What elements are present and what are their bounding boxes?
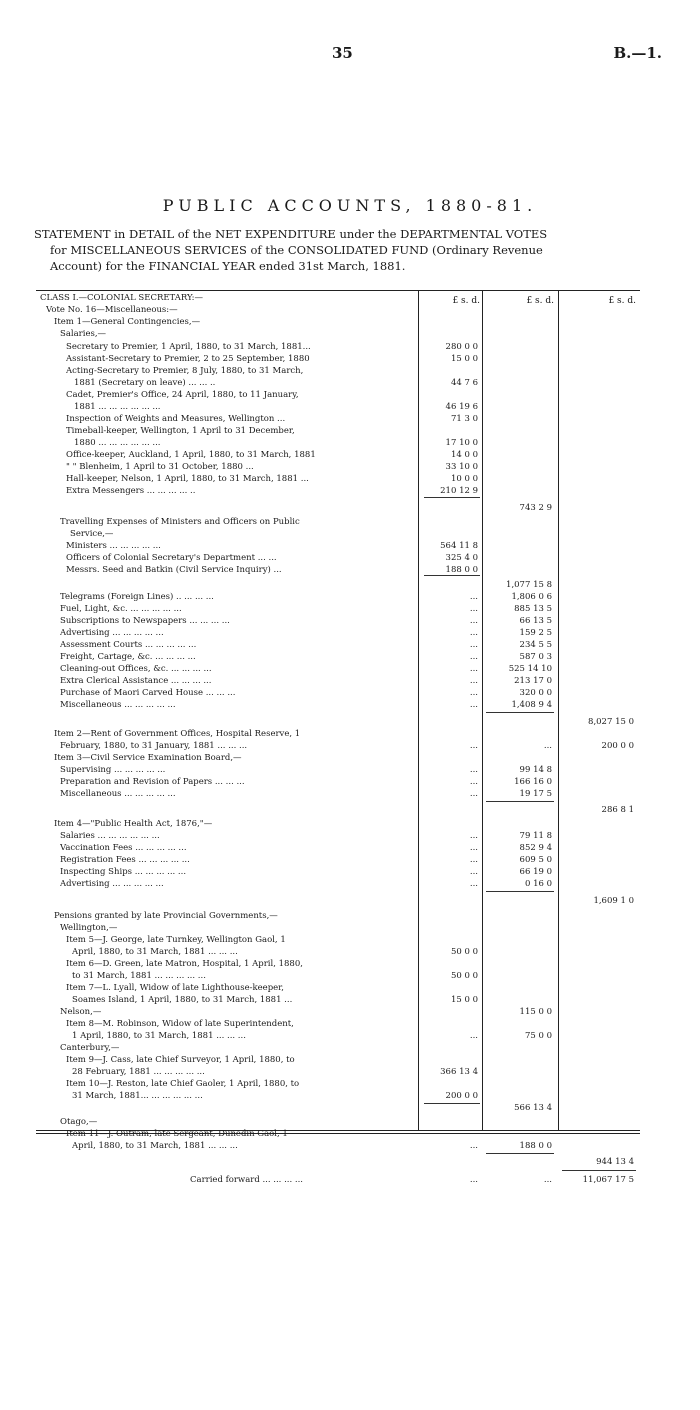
row-description: Inspection of Weights and Measures, Wellington ... xyxy=(66,414,286,424)
amount-c1: ... xyxy=(469,789,478,799)
row-description: Travelling Expenses of Ministers and Officers on Public xyxy=(60,517,300,527)
amount-c1: ... xyxy=(469,604,478,614)
table-row xyxy=(36,1156,640,1169)
row-description: Cadet, Premier's Office, 24 April, 1880, to 11 January, xyxy=(66,390,299,400)
row-description: April, 1880, to 31 March, 1881 ... ... ... xyxy=(72,947,238,957)
row-description: 28 February, 1881 ... ... ... ... ... xyxy=(72,1067,205,1077)
row-description: Canterbury,— xyxy=(60,1043,120,1053)
row-description: Item 5—J. George, late Turnkey, Wellington Gaol, 1 xyxy=(66,935,286,945)
amount-c2: 75 0 0 xyxy=(524,1031,552,1041)
amount-c1: ... xyxy=(469,640,478,650)
amount-c1: 33 10 0 xyxy=(445,462,478,472)
amount-c2: 66 19 0 xyxy=(519,867,552,877)
amount-c2: 66 13 5 xyxy=(519,616,552,626)
amount-c1: ... xyxy=(469,855,478,865)
row-description: Advertising ... ... ... ... ... xyxy=(60,879,164,889)
row-description: to 31 March, 1881 ... ... ... ... ... xyxy=(72,971,206,981)
table-row xyxy=(36,1140,640,1153)
amount-c2: 1,408 9 4 xyxy=(511,700,552,710)
row-description: 1880 ... ... ... ... ... ... xyxy=(74,438,161,448)
row-description: Nelson,— xyxy=(60,1007,102,1017)
header-col1: £ s. d. xyxy=(452,296,480,306)
amount-c1: ... xyxy=(469,867,478,877)
amount-c2: 19 17 5 xyxy=(519,789,552,799)
row-description: Telegrams (Foreign Lines) .. ... ... ... xyxy=(60,592,214,602)
row-description: Miscellaneous ... ... ... ... ... xyxy=(60,700,176,710)
amount-c2: 115 0 0 xyxy=(519,1007,552,1017)
amount-c1: 15 0 0 xyxy=(450,354,478,364)
amount-c2: 320 0 0 xyxy=(519,688,552,698)
subtotal-rule xyxy=(486,712,554,713)
row-description: Item 9—J. Cass, late Chief Surveyor, 1 April, 1880, to xyxy=(66,1055,295,1065)
amount-c2: 234 5 5 xyxy=(519,640,552,650)
amount-c1: ... xyxy=(469,688,478,698)
amount-c1: 325 4 0 xyxy=(445,553,478,563)
table-row xyxy=(36,878,640,891)
amount-c3: 286 8 1 xyxy=(601,805,634,815)
amount-c3: 8,027 15 0 xyxy=(588,717,634,727)
subtotal-rule xyxy=(424,497,480,498)
row-description: Vote No. 16—Miscellaneous:— xyxy=(46,305,178,315)
row-description: February, 1880, to 31 January, 1881 ... ... ... xyxy=(60,741,248,751)
amount-c1: 14 0 0 xyxy=(450,450,478,460)
amount-c1: ... xyxy=(469,879,478,889)
amount-c2: 743 2 9 xyxy=(519,503,552,513)
amount-c1: ... xyxy=(469,741,478,751)
table-row xyxy=(36,804,640,817)
row-description: Extra Messengers ... ... ... ... .. xyxy=(66,486,196,496)
amount-c2: ... xyxy=(543,741,552,751)
row-description: Item 6—D. Green, late Matron, Hospital, 1 April, 1880, xyxy=(66,959,303,969)
row-description: Item 7—L. Lyall, Widow of late Lighthouse-keeper, xyxy=(66,983,285,993)
amount-c1: 366 13 4 xyxy=(440,1067,478,1077)
amount-c1: ... xyxy=(469,664,478,674)
statement-heading xyxy=(34,226,664,274)
page-number: 35 xyxy=(332,44,353,62)
table-row xyxy=(36,699,640,712)
row-description: Supervising ... ... ... ... ... xyxy=(60,765,166,775)
amount-c3: 1,609 1 0 xyxy=(593,896,634,906)
row-description: Hall-keeper, Nelson, 1 April, 1880, to 31 March, 1881 ... xyxy=(66,474,309,484)
row-description: Item 4—"Public Health Act, 1876,"— xyxy=(54,819,213,829)
amount-c2: 79 11 8 xyxy=(519,831,552,841)
row-description: Timeball-keeper, Wellington, 1 April to 31 December, xyxy=(66,426,295,436)
amount-c2: 166 16 0 xyxy=(514,777,552,787)
statement-line-2: for MISCELLANEOUS SERVICES of the CONSOLIDATED FUND (Ordinary Revenue xyxy=(50,243,543,257)
amount-c1: 10 0 0 xyxy=(450,474,478,484)
amount-c3: 11,067 17 5 xyxy=(582,1175,634,1185)
amount-c1: ... xyxy=(469,616,478,626)
row-description: Item 10—J. Reston, late Chief Gaoler, 1 April, 1880, to xyxy=(66,1079,300,1089)
row-description: Miscellaneous ... ... ... ... ... xyxy=(60,789,176,799)
amount-c2: 885 13 5 xyxy=(514,604,552,614)
amount-c1: 17 10 0 xyxy=(445,438,478,448)
amount-c2: 213 17 0 xyxy=(514,676,552,686)
row-description: 1 April, 1880, to 31 March, 1881 ... ... ... xyxy=(72,1031,246,1041)
amount-c1: ... xyxy=(469,1031,478,1041)
row-description: Item 1—General Contingencies,— xyxy=(54,317,201,327)
row-description: Advertising ... ... ... ... ... xyxy=(60,628,164,638)
row-description: 31 March, 1881... ... ... ... ... ... xyxy=(72,1091,203,1101)
row-description: Secretary to Premier, 1 April, 1880, to 31 March, 1881... xyxy=(66,342,311,352)
amount-c1: 15 0 0 xyxy=(450,995,478,1005)
table-row xyxy=(36,788,640,801)
table-row xyxy=(36,485,640,498)
amount-c1: ... xyxy=(469,777,478,787)
subtotal-rule xyxy=(486,801,554,802)
table-row xyxy=(36,328,640,341)
amount-c2: 1,806 0 6 xyxy=(511,592,552,602)
row-description: Salaries ... ... ... ... ... ... xyxy=(60,831,160,841)
row-description: Salaries,— xyxy=(60,329,107,339)
row-description: Extra Clerical Assistance ... ... ... ... xyxy=(60,676,212,686)
row-description: Assistant-Secretary to Premier, 2 to 25 September, 1880 xyxy=(66,354,310,364)
amount-c2: 609 5 0 xyxy=(519,855,552,865)
page-reference: B.—1. xyxy=(613,44,662,62)
table-row xyxy=(36,564,640,577)
row-description: Registration Fees ... ... ... ... ... xyxy=(60,855,190,865)
amount-c1: 71 3 0 xyxy=(450,414,478,424)
statement-line-3: Account) for the FINANCIAL YEAR ended 31st March, 1881. xyxy=(50,259,406,273)
row-description: Freight, Cartage, &c. ... ... ... ... xyxy=(60,652,196,662)
subtotal-rule xyxy=(486,891,554,892)
row-description: Otago,— xyxy=(60,1117,98,1127)
amount-c1: 564 11 8 xyxy=(440,541,478,551)
amount-c1: 46 19 6 xyxy=(445,402,478,412)
subtotal-rule xyxy=(562,1170,636,1171)
amount-c1: ... xyxy=(469,676,478,686)
row-description: Ministers ... ... ... ... ... xyxy=(66,541,161,551)
row-description: Cleaning-out Offices, &c. ... ... ... ... xyxy=(60,664,212,674)
header-col3: £ s. d. xyxy=(608,296,636,306)
amount-c1: 280 0 0 xyxy=(445,342,478,352)
amount-c2: 188 0 0 xyxy=(519,1141,552,1151)
row-description: April, 1880, to 31 March, 1881 ... ... ... xyxy=(72,1141,238,1151)
row-description: Subscriptions to Newspapers ... ... ... ... xyxy=(60,616,230,626)
amount-c1: 200 0 0 xyxy=(445,1091,478,1101)
subtotal-rule xyxy=(424,575,480,576)
amount-c2: 566 13 4 xyxy=(514,1103,552,1113)
table-row xyxy=(36,895,640,908)
amount-c2: 852 9 4 xyxy=(519,843,552,853)
amount-c2: 99 14 8 xyxy=(519,765,552,775)
amount-c2: 1,077 15 8 xyxy=(506,580,552,590)
amount-c1: 50 0 0 xyxy=(450,971,478,981)
row-description: CLASS I.—COLONIAL SECRETARY:— xyxy=(40,293,203,303)
row-description: Assessment Courts ... ... ... ... ... xyxy=(60,640,197,650)
row-description: Acting-Secretary to Premier, 8 July, 1880, to 31 March, xyxy=(66,366,304,376)
amount-c2: 159 2 5 xyxy=(519,628,552,638)
row-description: 1881 (Secretary on leave) ... ... .. xyxy=(74,378,216,388)
statement-line-1: STATEMENT in DETAIL of the NET EXPENDITURE under the DEPARTMENTAL VOTES xyxy=(34,227,548,241)
row-description: 1881 ... ... ... ... ... ... xyxy=(74,402,161,412)
row-description: Preparation and Revision of Papers ... ... ... xyxy=(60,777,245,787)
amount-c1: ... xyxy=(469,831,478,841)
row-description: Messrs. Seed and Batkin (Civil Service Inquiry) ... xyxy=(66,565,282,575)
amount-c1: ... xyxy=(469,1141,478,1151)
row-description: Item 2—Rent of Government Offices, Hospital Reserve, 1 xyxy=(54,729,301,739)
amount-c1: 188 0 0 xyxy=(445,565,478,575)
amount-c1: ... xyxy=(469,1175,478,1185)
row-description: " " Blenheim, 1 April to 31 October, 1880 ... xyxy=(66,462,254,472)
row-description: Inspecting Ships ... ... ... ... ... xyxy=(60,867,187,877)
header-col2: £ s. d. xyxy=(526,296,554,306)
table-top-border xyxy=(36,290,640,291)
amount-c1: ... xyxy=(469,628,478,638)
amount-c2: 587 0 3 xyxy=(519,652,552,662)
subtotal-rule xyxy=(424,1103,480,1104)
row-description: Office-keeper, Auckland, 1 April, 1880, to 31 March, 1881 xyxy=(66,450,316,460)
amount-c1: ... xyxy=(469,843,478,853)
subtotal-rule xyxy=(486,1153,554,1154)
expenditure-table xyxy=(36,290,640,1410)
row-description: Officers of Colonial Secretary's Department ... ... xyxy=(66,553,277,563)
row-description: Item 11—J. Outram, late Sergeant, Dunedin Gaol, 1 xyxy=(66,1129,288,1139)
row-description: Item 8—M. Robinson, Widow of late Superintendent, xyxy=(66,1019,294,1029)
row-description: Wellington,— xyxy=(60,923,118,933)
amount-c1: ... xyxy=(469,700,478,710)
row-description: Pensions granted by late Provincial Governments,— xyxy=(54,911,278,921)
table-row xyxy=(36,1102,640,1115)
amount-c2: ... xyxy=(543,1175,552,1185)
amount-c1: 44 7 6 xyxy=(450,378,478,388)
table-row xyxy=(36,502,640,515)
amount-c2: 525 14 10 xyxy=(508,664,552,674)
amount-c1: 50 0 0 xyxy=(450,947,478,957)
row-description: Soames Island, 1 April, 1880, to 31 March, 1881 ... xyxy=(72,995,293,1005)
document-title: PUBLIC ACCOUNTS, 1880-81. xyxy=(162,196,538,215)
amount-c3: 200 0 0 xyxy=(601,741,634,751)
row-description: Carried forward ... ... ... ... xyxy=(190,1175,303,1185)
table-row xyxy=(36,1174,640,1187)
amount-c1: 210 12 9 xyxy=(440,486,478,496)
row-description: Item 3—Civil Service Examination Board,— xyxy=(54,753,242,763)
amount-c3: 944 13 4 xyxy=(596,1157,634,1167)
row-description: Fuel, Light, &c. ... ... ... ... ... xyxy=(60,604,182,614)
row-description: Vaccination Fees ... ... ... ... ... xyxy=(60,843,187,853)
row-description: Service,— xyxy=(70,529,114,539)
row-description: Purchase of Maori Carved House ... ... ... xyxy=(60,688,236,698)
amount-c1: ... xyxy=(469,765,478,775)
amount-c1: ... xyxy=(469,652,478,662)
amount-c2: 0 16 0 xyxy=(524,879,552,889)
amount-c1: ... xyxy=(469,592,478,602)
